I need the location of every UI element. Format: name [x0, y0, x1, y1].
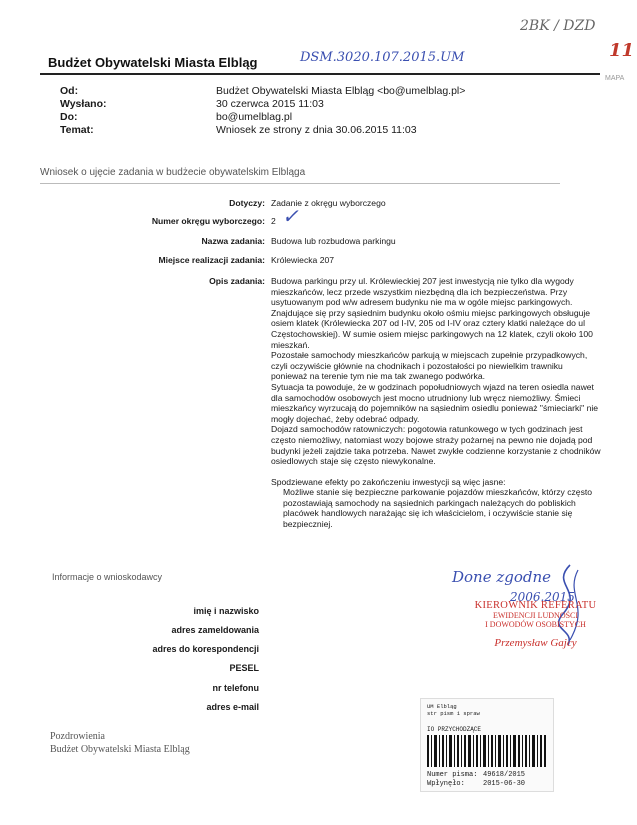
label-doc-no-label: Numer pisma: — [427, 771, 478, 779]
description-paragraph: Budowa parkingu przy ul. Królewieckiej 207 jest inwestycją nie tylko dla wygody mieszkańców, lecz przede wszystkim niezbędną dla ich bezpieczeństwa. Przy usytuowanym pod w/w adresem budynku nie ma w ogóle miejsc parkingowych. Znajdujące się przy sąsiednim budynku około ośmiu miejsc parkingowych obsługuje osiem klatek (Królewiecka 207 od I-IV, 205 od I-IV oraz cztery klatki należące do ul Częstochowskiej). W sumie osiem miejsc parkingowych na 12 klatek, czyli około 100 mieszkań. — [271, 276, 593, 350]
label-unit: str pism i spraw — [427, 710, 480, 717]
applicant-phone-label: nr telefonu — [212, 683, 259, 693]
field-value-task-name: Budowa lub rozbudowa parkingu — [271, 236, 396, 246]
stamp-name: Przemysław Gajcy — [494, 637, 577, 649]
handwritten-checkmark: ✓ — [282, 204, 299, 228]
description-paragraph: Sytuacja ta powoduje, że w godzinach popołudniowych wjazd na teren osiedla nawet dla samochodów osobowych jest mocno utrudniony lub wręcz niemożliwy. Śmieci mieszkańcy wyrzucają do pojemników na sąsiednim osiedlu ponieważ "śmieciarki" nie mogły dojechać, żeby odebrać odpady. — [271, 381, 599, 424]
email-subject-value: Wniosek ze strony z dnia 30.06.2015 11:03 — [216, 124, 417, 136]
field-label-description: Opis zadania: — [209, 276, 265, 286]
applicant-name-label: imię i nazwisko — [193, 606, 259, 616]
email-sent-value: 30 czerwca 2015 11:03 — [216, 98, 324, 110]
form-title: Wniosek o ujęcie zadania w budżecie obywatelskim Elbląga — [40, 167, 306, 178]
effects-intro: Spodziewane efekty po zakończeniu inwestycji są więc jasne: — [271, 476, 506, 487]
label-office: UM Elbląg — [427, 703, 457, 710]
field-label-location: Miejsce realizacji zadania: — [158, 255, 265, 265]
task-description — [271, 276, 601, 487]
footer-signature: Budżet Obywatelski Miasta Elbląg — [50, 744, 190, 755]
stamp-line: I DOWODÓW OSOBISTYCH — [485, 620, 586, 629]
field-label-task-name: Nazwa zadania: — [201, 236, 265, 246]
email-subject-label: Temat: — [60, 124, 94, 136]
field-label-district: Numer okręgu wyborczego: — [151, 216, 265, 226]
description-paragraph: Pozostałe samochody mieszkańców parkują w miejscach zupełnie przypadkowych, czyli oczywiście głównie na chodnikach i pozostałości po niewielkim trawniku ponieważ na terenie tym nie ma tak zwanego podwórka. — [271, 350, 588, 382]
field-label-concerns: Dotyczy: — [229, 198, 265, 208]
email-from-value: Budżet Obywatelski Miasta Elbląg <bo@umelblag.pl> — [216, 85, 466, 97]
stamp-line: KIEROWNIK REFERATU — [474, 600, 597, 611]
email-sent-label: Wysłano: — [60, 98, 107, 110]
handwritten-date: 2006.2015 — [510, 590, 575, 604]
applicant-section-title: Informacje o wnioskodawcy — [52, 572, 163, 582]
label-doc-no: 49618/2015 — [483, 771, 526, 779]
applicant-registered-address-label: adres zameldowania — [171, 625, 259, 635]
email-header-title: Budżet Obywatelski Miasta Elbląg — [48, 55, 258, 70]
footer-greeting: Pozdrowienia — [50, 731, 105, 742]
field-value-location: Królewiecka 207 — [271, 255, 335, 265]
applicant-mailing-address-label: adres do korespondencji — [152, 644, 259, 654]
handwritten-page-number: 11 — [609, 40, 635, 61]
header-rule — [40, 73, 600, 75]
official-stamp — [468, 600, 603, 649]
handwritten-corner-note: 2BK / DZD — [520, 18, 596, 34]
handwritten-approval-note: Done zgodne — [452, 568, 552, 586]
email-to-label: Do: — [60, 111, 78, 123]
registration-label — [420, 698, 554, 792]
handwritten-map-note: MAPA — [605, 75, 625, 82]
field-value-concerns: Zadanie z okręgu wyborczego — [271, 198, 386, 208]
description-paragraph: Dojazd samochodów ratowniczych: pogotowia ratunkowego w tych godzinach jest często niemożliwy, natomiast wozy bojowe straży pożarnej na pewno nie dojadą pod budynki jeżeli zajdzie taka potrzeba. Nawet zwykłe codzienne korzystanie z chodników osiedlowych staje się często niewykonalne. — [271, 424, 601, 467]
handwritten-case-number: DSM.3020.107.2015.UM — [300, 50, 465, 65]
email-from-label: Od: — [60, 85, 79, 97]
applicant-pesel-label: PESEL — [229, 663, 259, 673]
barcode — [427, 735, 547, 767]
email-to-value: bo@umelblag.pl — [216, 111, 293, 123]
label-received-date: 2015-06-30 — [483, 780, 526, 788]
label-received-label: Wpłynęło: — [427, 780, 465, 788]
applicant-email-label: adres e-mail — [206, 702, 259, 712]
expected-effects: Możliwe stanie się bezpieczne parkowanie pojazdów mieszkańców, którzy często pozostawiają samochody na sąsiednich parkingach należących do pobliskich placówek handlowych narażając się ich właścicielom, i oczywiście stanie się bezpieczniej. — [283, 487, 593, 529]
label-type: IO PRZYCHODZĄCE — [427, 726, 482, 733]
form-rule — [40, 183, 560, 184]
field-value-district: 2 — [271, 216, 276, 226]
stamp-line: EWIDENCJI LUDNOŚCI — [492, 611, 579, 620]
